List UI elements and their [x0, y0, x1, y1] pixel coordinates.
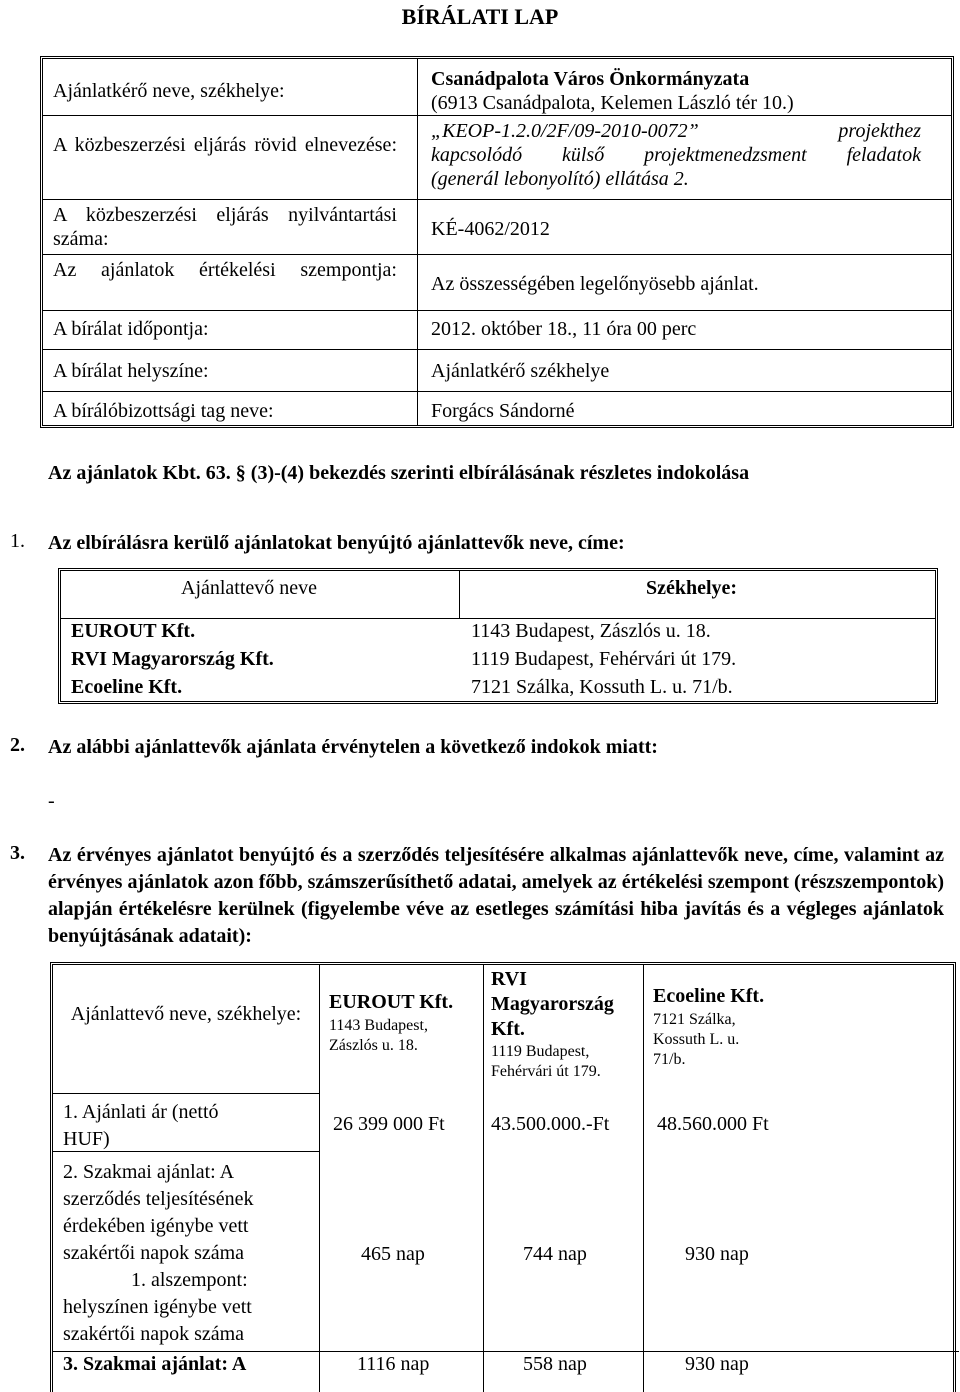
- eval-row-price-label: 1. Ajánlati ár (nettó HUF): [63, 1101, 219, 1150]
- eval-experts-rvi: 744 nap: [523, 1243, 587, 1265]
- eval-prof-rvi: 558 nap: [523, 1353, 587, 1375]
- eval-price-ecoeline: 48.560.000 Ft: [657, 1113, 769, 1135]
- table-row-name: EUROUT Kft.: [71, 620, 196, 642]
- eval-prof-ecoeline: 930 nap: [685, 1353, 749, 1375]
- info-label: Ajánlatkérő neve, székhelye:: [53, 80, 285, 102]
- procurement-info-box: [40, 56, 954, 428]
- info-divider: [43, 310, 951, 311]
- bidders-column-divider: [459, 571, 460, 618]
- eval-bidder-eurout: EUROUT Kft. 1143 Budapest, Zászlós u. 18.: [329, 991, 454, 1054]
- section-subtitle: Az ajánlatok Kbt. 63. § (3)-(4) bekezdés szerinti elbírálásának részletes indokolása: [48, 462, 750, 484]
- info-label: A bírálóbizottsági tag neve:: [53, 400, 274, 422]
- eval-price-eurout: 26 399 000 Ft: [333, 1113, 445, 1135]
- bidders-table: [58, 568, 938, 704]
- info-value: 2012. október 18., 11 óra 00 perc: [431, 318, 697, 340]
- bidders-header-address: Székhelye:: [646, 577, 738, 599]
- info-label: A közbeszerzési eljárás rövid elnevezése:: [53, 134, 397, 156]
- eval-price-rvi: 43.500.000.-Ft: [491, 1113, 610, 1135]
- info-divider: [43, 254, 951, 255]
- eval-row-divider: [53, 1093, 319, 1094]
- info-value: Csanádpalota Város Önkormányzata (6913 Csanádpalota, Kelemen László tér 10.): [431, 68, 794, 114]
- table-row-address: 1143 Budapest, Zászlós u. 18.: [471, 620, 711, 642]
- eval-row-experts-label: 2. Szakmai ajánlat: A szerződés teljesítésének érdekében igénybe vett szakértői napok száma 1. alszempont: helyszínen igénybe vett szakértői napok száma: [63, 1161, 254, 1345]
- info-column-divider: [417, 59, 418, 425]
- eval-column-divider: [319, 965, 320, 1392]
- bidders-header-name: Ajánlattevő neve: [181, 577, 318, 599]
- eval-header-label: Ajánlattevő neve, székhelye:: [70, 1003, 302, 1025]
- section-2-value: -: [48, 790, 55, 812]
- info-divider: [43, 199, 951, 200]
- eval-column-divider: [483, 965, 484, 1392]
- info-label: Az ajánlatok értékelési szempontja:: [53, 259, 397, 281]
- eval-bidder-rvi: RVI Magyarország Kft. 1119 Budapest, Fehérvári út 179.: [491, 968, 614, 1080]
- table-row-address: 7121 Szálka, Kossuth L. u. 71/b.: [471, 676, 733, 698]
- info-value: Az összességében legelőnyösebb ajánlat.: [431, 273, 759, 295]
- evaluation-table: [50, 962, 956, 1392]
- eval-row-professional-label: 3. Szakmai ajánlat: A: [63, 1353, 247, 1375]
- eval-experts-eurout: 465 nap: [361, 1243, 425, 1265]
- info-label: A bírálat időpontja:: [53, 318, 209, 340]
- table-row-address: 1119 Budapest, Fehérvári út 179.: [471, 648, 737, 670]
- info-value: KÉ-4062/2012: [431, 218, 550, 240]
- info-divider: [43, 115, 951, 116]
- eval-column-divider: [643, 965, 644, 1392]
- info-value: Forgács Sándorné: [431, 400, 575, 422]
- eval-experts-ecoeline: 930 nap: [685, 1243, 749, 1265]
- info-label: A bírálat helyszíne:: [53, 360, 209, 382]
- eval-prof-eurout: 1116 nap: [357, 1353, 430, 1375]
- info-divider: [43, 349, 951, 350]
- info-divider: [43, 391, 951, 392]
- page-title: BÍRÁLATI LAP: [401, 4, 559, 29]
- eval-bidder-ecoeline: Ecoeline Kft. 7121 Szálka, Kossuth L. u. 71/b.: [653, 985, 765, 1068]
- info-label: A közbeszerzési eljárás nyilvántartási száma:: [53, 204, 397, 250]
- table-row-name: RVI Magyarország Kft.: [71, 648, 274, 670]
- info-value: Ajánlatkérő székhelye: [431, 360, 610, 382]
- table-row-name: Ecoeline Kft.: [71, 676, 183, 698]
- info-value: „KEOP-1.2.0/2F/09-2010-0072” projekthez kapcsolódó külső projektmenedzsment feladatok (generál lebonyolító) ellátása 2.: [431, 120, 921, 190]
